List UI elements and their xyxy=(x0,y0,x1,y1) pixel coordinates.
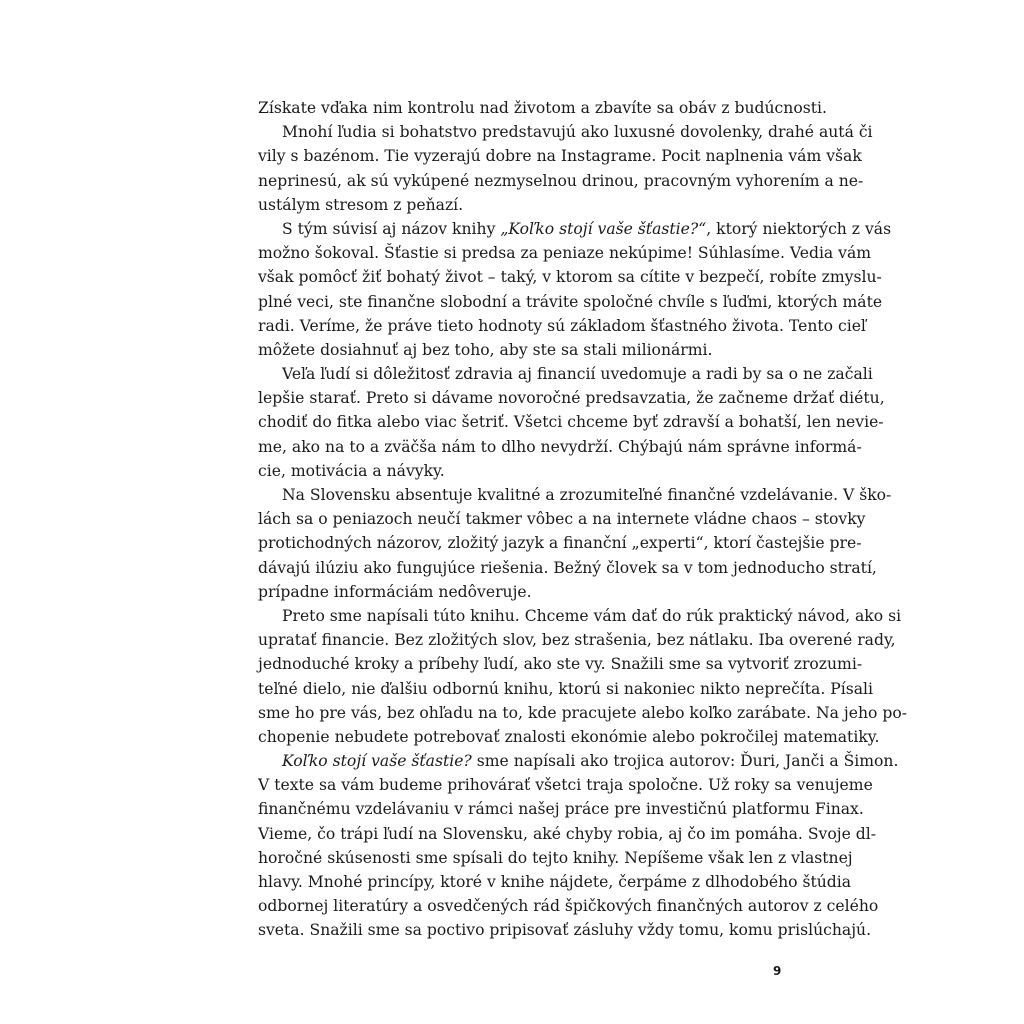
text-run: chodiť do fitka alebo viac šetriť. Všetci chceme byť zdravší a bohatší, len nevie- xyxy=(258,413,884,432)
text-run: lách sa o peniazoch neučí takmer vôbec a na internete vládne chaos – stovky xyxy=(258,510,866,529)
text-line xyxy=(258,435,862,459)
text-run: Získate vďaka nim kontrolu nad životom a zbavíte sa obáv z budúcnosti. xyxy=(258,99,827,117)
text-line xyxy=(258,193,788,217)
text-run: neprinesú, ak sú vykúpené nezmyselnou drinou, pracovným vyhorením a ne- xyxy=(258,171,864,190)
text-run: možno šokoval. Šťastie si predsa za peniaze nekúpime! Súhlasíme. Vedia vám xyxy=(258,244,872,263)
text-line xyxy=(258,652,863,676)
text-run: sveta. Snažili sme sa poctivo pripisovať zásluhy vždy tomu, komu prislúchajú. xyxy=(258,921,872,940)
text-run: Mnohí ľudia si bohatstvo predstavujú ako luxusné dovolenky, drahé autá či xyxy=(282,123,873,142)
text-run: sme napísali ako trojica autorov: Ďuri, Janči a Šimon. xyxy=(471,752,899,771)
paragraph xyxy=(258,749,899,943)
text-line xyxy=(258,338,788,362)
text-run: sme ho pre vás, bez ohľadu na to, kde pracujete alebo koľko zarábate. Na jeho po- xyxy=(258,703,907,722)
text-run: S tým súvisí aj názov knihy xyxy=(282,219,501,238)
text-line xyxy=(258,386,885,410)
body-text xyxy=(258,96,907,943)
text-line xyxy=(258,846,853,870)
italic-text: „Koľko stojí vaše šťastie?“ xyxy=(500,219,707,238)
text-run: teľné dielo, nie ďalšiu odbornú knihu, ktorú si nakoniec nikto neprečíta. Písali xyxy=(258,679,873,698)
text-run: finančnému vzdelávaniu v rámci našej práce pre investičnú platformu Finax. xyxy=(258,800,864,819)
text-line xyxy=(258,725,880,749)
text-line xyxy=(258,362,873,386)
text-run: Vieme, čo trápi ľudí na Slovensku, aké chyby robia, aj čo im pomáha. Svoje dl- xyxy=(258,824,876,843)
text-run: me, ako na to a zväčša nám to dlho nevydrží. Chýbajú nám správne informá- xyxy=(258,437,862,456)
text-line xyxy=(258,797,864,821)
paragraph xyxy=(258,217,892,362)
text-line xyxy=(258,749,899,773)
text-line xyxy=(258,531,862,555)
text-line xyxy=(258,483,892,507)
text-run: , ktorý niektorých z vás xyxy=(706,219,892,238)
page-number: 9 xyxy=(773,964,782,978)
italic-text: Koľko stojí vaše šťastie? xyxy=(282,752,472,771)
text-line xyxy=(258,580,788,604)
text-run: vily s bazénom. Tie vyzerajú dobre na Instagrame. Pocit naplnenia vám však xyxy=(258,147,862,166)
text-run: však pomôcť žiť bohatý život – taký, v ktorom sa cítite v bezpečí, robíte zmyslu- xyxy=(258,268,882,287)
text-line xyxy=(258,314,866,338)
text-line xyxy=(258,507,866,531)
text-line xyxy=(258,459,788,483)
text-run: cie, motivácia a návyky. xyxy=(258,461,445,480)
paragraph xyxy=(258,483,892,604)
text-line xyxy=(258,822,876,846)
text-line xyxy=(258,773,873,797)
text-line xyxy=(258,217,892,241)
text-line xyxy=(258,556,877,580)
text-line xyxy=(258,410,884,434)
text-run: radi. Veríme, že práve tieto hodnoty sú základom šťastného života. Tento cieľ xyxy=(258,316,866,335)
text-run: upratať financie. Bez zložitých slov, bez strašenia, bez nátlaku. Iba overené rady, xyxy=(258,631,896,650)
text-run: Na Slovensku absentuje kvalitné a zrozumiteľné finančné vzdelávanie. V ško- xyxy=(282,486,892,504)
text-run: protichodných názorov, zložitý jazyk a finanční „experti“, ktorí častejšie pre- xyxy=(258,534,862,553)
text-line xyxy=(258,918,872,942)
paragraph xyxy=(258,604,907,749)
text-line xyxy=(258,894,879,918)
text-run: dávajú ilúziu ako fungujúce riešenia. Bežný človek sa v tom jednoducho stratí, xyxy=(258,558,877,577)
text-run: prípadne informáciám nedôveruje. xyxy=(258,582,532,601)
text-run: jednoduché kroky a príbehy ľudí, ako ste vy. Snažili sme sa vytvoriť zrozumi- xyxy=(258,655,863,674)
text-line xyxy=(258,144,862,168)
text-run: plné veci, ste finančne slobodní a trávite spoločné chvíle s ľuďmi, ktorých máte xyxy=(258,292,883,311)
text-line xyxy=(258,96,827,120)
text-line xyxy=(258,290,883,314)
text-line xyxy=(258,628,896,652)
text-line xyxy=(258,120,873,144)
text-line xyxy=(258,265,882,289)
text-line xyxy=(258,701,907,725)
paragraph xyxy=(258,120,873,217)
text-line xyxy=(258,870,852,894)
text-run: horočné skúsenosti sme spísali do tejto knihy. Nepíšeme však len z vlastnej xyxy=(258,848,853,867)
text-run: hlavy. Mnohé princípy, ktoré v knihe nájdete, čerpáme z dlhodobého štúdia xyxy=(258,873,852,891)
text-run: Preto sme napísali túto knihu. Chceme vám dať do rúk praktický návod, ako si xyxy=(282,606,902,625)
text-run: V texte sa vám budeme prihovárať všetci traja spoločne. Už roky sa venujeme xyxy=(258,776,873,795)
text-line xyxy=(258,241,872,265)
text-run: Veľa ľudí si dôležitosť zdravia aj financií uvedomuje a radi by sa o ne začali xyxy=(282,365,873,384)
text-line xyxy=(258,677,873,701)
text-line xyxy=(258,169,864,193)
text-run: ustálym stresom z peňazí. xyxy=(258,195,464,214)
text-line xyxy=(258,604,902,628)
text-run: odbornej literatúry a osvedčených rád špičkových finančných autorov z celého xyxy=(258,897,879,916)
text-run: lepšie starať. Preto si dávame novoročné predsavzatia, že začneme držať diétu, xyxy=(258,389,885,408)
text-run: môžete dosiahnuť aj bez toho, aby ste sa stali milionármi. xyxy=(258,340,713,359)
paragraph xyxy=(258,96,827,120)
paragraph xyxy=(258,362,885,483)
text-run: chopenie nebudete potrebovať znalosti ekonómie alebo pokročilej matematiky. xyxy=(258,727,880,746)
